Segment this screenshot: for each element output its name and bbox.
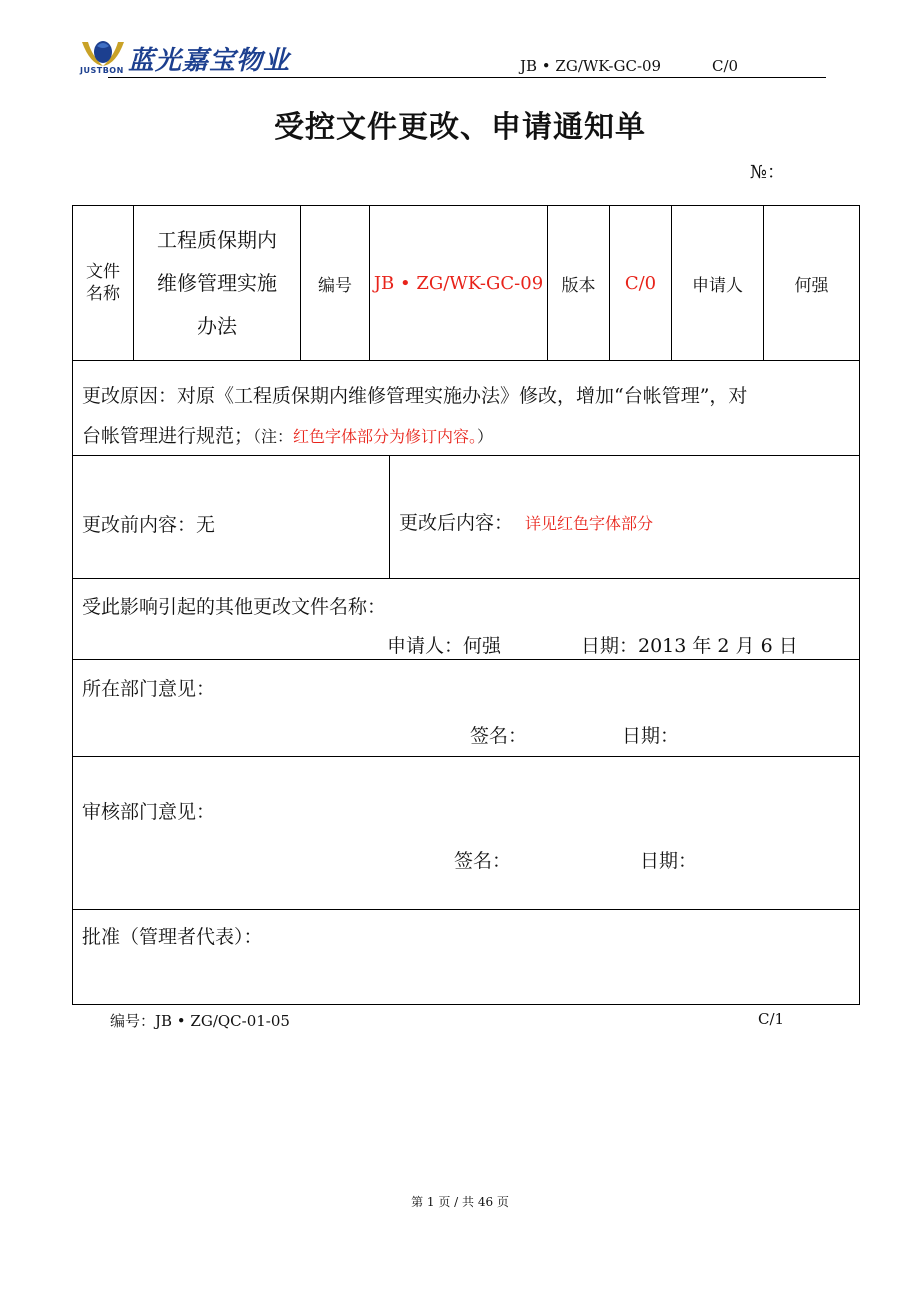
page-title: 受控文件更改、申请通知单: [274, 110, 646, 145]
header-version: C/0: [712, 57, 739, 75]
applicant-value: 何强: [794, 275, 829, 296]
apply-person: 申请人：何强: [387, 635, 502, 657]
dept-sign: 签名：: [470, 725, 528, 747]
content-after-label: 更改后内容：: [399, 512, 514, 534]
change-reason-text: 台帐管理进行规范；: [82, 425, 254, 447]
file-name-label-cell: [73, 206, 133, 360]
col-divider: [389, 455, 390, 578]
content-before: 更改前内容：无: [82, 514, 216, 536]
content-after: [399, 508, 653, 535]
version-value: C/0: [624, 272, 657, 294]
file-name-label-line2: 名称: [86, 284, 120, 304]
page-number: 第 1 页 / 共 46 页: [411, 1195, 509, 1209]
change-reason-line2: [82, 421, 493, 448]
file-name-line2: 维修管理实施: [157, 270, 277, 295]
file-name-line3: 办法: [197, 313, 237, 338]
file-name-label-line1: 文件: [86, 262, 120, 282]
affected-files-label: 受此影响引起的其他更改文件名称：: [82, 596, 387, 618]
change-request-table: [72, 205, 860, 1005]
change-reason-line1: 更改原因：对原《工程质保期内维修管理实施办法》修改，增加“台帐管理”，对: [82, 385, 748, 407]
row-divider: [73, 756, 859, 757]
row-divider: [73, 659, 859, 660]
row-divider: [73, 455, 859, 456]
company-logo-sub: JUSTBON: [80, 66, 124, 75]
header-divider: [108, 77, 826, 78]
row-divider: [73, 909, 859, 910]
code-value: JB • ZG/WK-GC-09: [373, 272, 544, 294]
footer-form-code: 编号：JB • ZG/QC-01-05: [110, 1012, 290, 1030]
number-label: №：: [750, 162, 786, 183]
justbon-logo-icon: [80, 38, 126, 68]
review-date: 日期：: [640, 850, 698, 872]
content-after-value: 详见红色字体部分: [525, 514, 654, 533]
note-suffix: ）: [477, 427, 494, 446]
applicant-label: 申请人: [692, 275, 743, 296]
review-sign: 签名：: [454, 850, 512, 872]
review-opinion-label: 审核部门意见：: [82, 801, 216, 823]
file-name-line1: 工程质保期内: [157, 227, 277, 252]
dept-opinion-label: 所在部门意见：: [82, 678, 216, 700]
row-divider: [73, 578, 859, 579]
apply-date: 日期：2013 年 2 月 6 日: [581, 635, 798, 657]
revision-note: 红色字体部分为修订内容。: [293, 427, 478, 446]
row-divider: [73, 360, 859, 361]
version-label: 版本: [561, 275, 596, 296]
code-label: 编号: [318, 275, 352, 296]
header-doc-code: JB • ZG/WK-GC-09: [520, 57, 662, 75]
approval-label: 批准（管理者代表）：: [82, 926, 263, 948]
company-logo-text: 蓝光嘉宝物业: [128, 46, 291, 76]
dept-date: 日期：: [622, 725, 680, 747]
note-prefix: （注：: [253, 427, 294, 446]
footer-version: C/1: [758, 1010, 785, 1028]
file-name-value-cell: [134, 206, 300, 360]
